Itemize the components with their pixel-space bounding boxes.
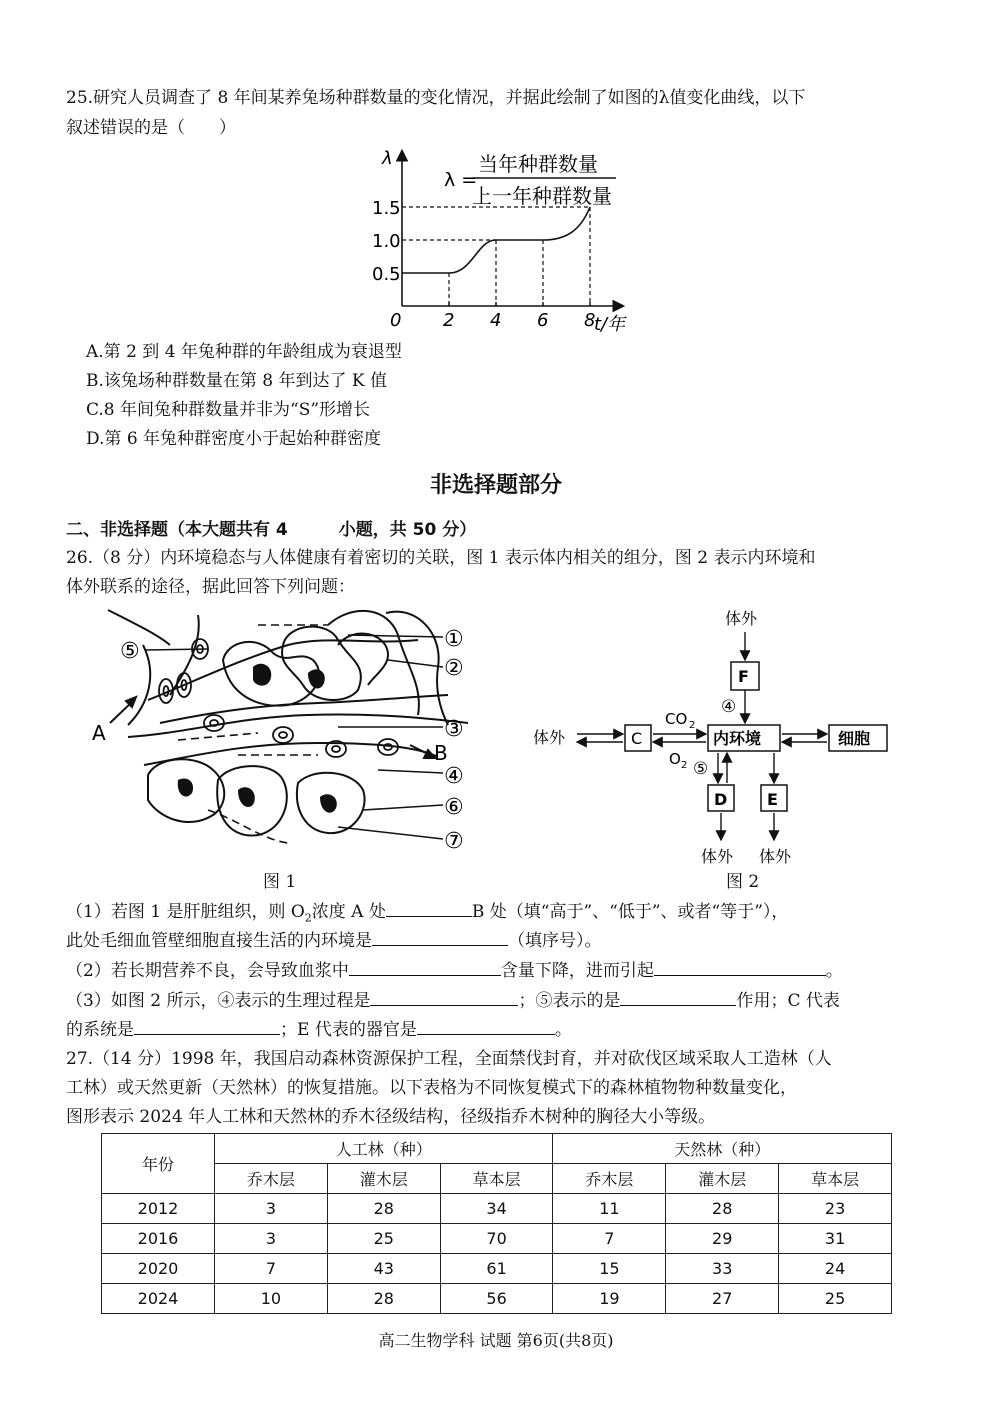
table-group-natural: 天然林（种） (553, 1134, 892, 1164)
fig2-mark-5: ⑤ (693, 759, 709, 779)
table-cell: 3 (215, 1194, 328, 1224)
q26-sub3-line2-c: 。 (554, 1020, 572, 1040)
q25-option-d: D.第 6 年兔种群密度小于起始种群密度 (86, 429, 382, 449)
q26-sub1-b: 浓度 A 处 (311, 902, 386, 922)
formula-denominator: 上一年种群数量 (472, 184, 612, 208)
forest-species-table (101, 1133, 892, 1314)
fig2-box-cell-label: 细胞 (838, 729, 871, 748)
q25-stem-line1: 25.研究人员调查了 8 年间某养兔场种群数量的变化情况，并据此绘制了如图的λ值变化曲线，以下 (66, 88, 806, 108)
fig2-box-f-label: F (738, 667, 749, 686)
answer-blank-3[interactable] (349, 957, 501, 976)
q27-stem-line3: 图形表示 2024 年人工林和天然林的乔木径级结构，径级指乔木树种的胸径大小等级。 (66, 1107, 716, 1127)
table-cell: 29 (666, 1224, 779, 1254)
q26-stem-line1: 26.（8 分）内环境稳态与人体健康有着密切的关联，图 1 表示体内相关的组分，图 2 表示内环境和 (66, 548, 816, 568)
q26-sub1-subscript: 2 (304, 911, 312, 925)
figure-2-flow (525, 600, 905, 870)
q26-sub2-a: （2）若长期营养不良，会导致血浆中 (66, 961, 349, 981)
table-cell: 27 (666, 1284, 779, 1314)
q26-sub3-line2-b: ；E 代表的器官是 (280, 1020, 417, 1040)
lambda-chart (360, 140, 640, 340)
fig2-o2-sub: 2 (681, 760, 688, 771)
table-cell-year: 2024 (102, 1284, 215, 1314)
table-cell: 10 (215, 1284, 328, 1314)
answer-blank-6[interactable] (620, 987, 736, 1006)
table-subheader: 灌木层 (327, 1164, 440, 1194)
table-cell-year: 2020 (102, 1254, 215, 1284)
figure-1-tissue (88, 605, 488, 865)
q26-sub2-b: 含量下降，进而引起 (500, 961, 654, 981)
section-title: 非选择题部分 (429, 473, 562, 498)
answer-blank-7[interactable] (134, 1016, 280, 1035)
table-cell: 24 (779, 1254, 892, 1284)
q26-sub3-b: ；⑤表示的是 (518, 991, 621, 1011)
x-tick-label: 2 (443, 310, 455, 331)
fig2-co2: CO (665, 710, 688, 728)
q26-sub1-line2-b: （填序号）。 (508, 931, 602, 951)
q26-sub1-line2-a: 此处毛细血管壁细胞直接生活的内环境是 (66, 931, 372, 951)
table-cell: 3 (215, 1224, 328, 1254)
fig2-top-outside: 体外 (725, 609, 758, 628)
page-footer: 高二生物学科 试题 第6页(共8页) (378, 1331, 614, 1350)
table-cell-year: 2016 (102, 1224, 215, 1254)
fig1-num-4: ④ (444, 764, 464, 789)
fig1-num-1: ① (444, 627, 464, 652)
q26-sub3-line1 (66, 987, 840, 1015)
table-cell: 28 (327, 1194, 440, 1224)
table-row (102, 1224, 892, 1254)
q25-option-a: A.第 2 到 4 年兔种群的年龄组成为衰退型 (86, 342, 402, 362)
table-subheader: 草本层 (779, 1164, 892, 1194)
table-cell: 43 (327, 1254, 440, 1284)
q25-option-c: C.8 年间兔种群数量并非为“S”形增长 (86, 400, 371, 420)
fig1-num-6: ⑥ (444, 795, 464, 820)
x-tick-label: 4 (490, 310, 502, 331)
fig1-label-a: A (92, 721, 106, 745)
formula-numerator: 当年种群数量 (478, 152, 598, 176)
q26-stem-line2: 体外联系的途径，据此回答下列问题： (66, 577, 355, 597)
y-tick-label: 1.5 (372, 198, 401, 219)
q26-sub1-c: B 处（填“高于”、“低于”、或者“等于”）， (471, 902, 789, 922)
q26-sub3-c: 作用；C 代表 (736, 991, 840, 1011)
table-row (102, 1194, 892, 1224)
table-cell: 31 (779, 1224, 892, 1254)
table-cell: 23 (779, 1194, 892, 1224)
fig2-o2: O (669, 750, 681, 768)
fig2-caption: 图 2 (726, 872, 760, 892)
table-row (102, 1284, 892, 1314)
y-axis-label: λ (382, 148, 393, 169)
q26-sub2 (66, 957, 843, 985)
fig1-caption: 图 1 (263, 872, 297, 892)
fig1-num-2: ② (444, 656, 464, 681)
table-cell: 25 (779, 1284, 892, 1314)
fig2-box-e-label: E (767, 790, 778, 809)
table-cell: 7 (215, 1254, 328, 1284)
fig2-co2-sub: 2 (689, 720, 696, 731)
fig1-num-7: ⑦ (444, 829, 464, 854)
fig2-box-center-label: 内环境 (713, 729, 762, 748)
table-subheader: 乔木层 (215, 1164, 328, 1194)
table-subheader: 草本层 (440, 1164, 553, 1194)
answer-blank-5[interactable] (370, 987, 518, 1006)
section-heading: 二、非选择题（本大题共有 4 小题，共 50 分） (66, 520, 477, 540)
q25-option-b: B.该兔场种群数量在第 8 年到达了 K 值 (86, 371, 388, 391)
fig2-box-d-label: D (714, 790, 728, 809)
table-year-header: 年份 (102, 1134, 215, 1194)
table-cell: 28 (327, 1284, 440, 1314)
table-cell-year: 2012 (102, 1194, 215, 1224)
table-cell: 61 (440, 1254, 553, 1284)
fig2-left-outside: 体外 (533, 728, 566, 747)
y-tick-label: 1.0 (372, 231, 401, 252)
q27-stem-line1: 27.（14 分）1998 年，我国启动森林资源保护工程，全面禁伐封育，并对砍伐区域采取人工造林（人 (66, 1049, 832, 1069)
table-row (102, 1254, 892, 1284)
q26-sub1-a: （1）若图 1 是肝脏组织，则 O (66, 902, 305, 922)
answer-blank-4[interactable] (654, 957, 826, 976)
table-cell: 11 (553, 1194, 666, 1224)
q25-stem-line2: 叙述错误的是（ ） (66, 118, 236, 138)
x-axis-label: t/年 (594, 314, 626, 335)
table-cell: 19 (553, 1284, 666, 1314)
q26-sub1-line2 (66, 927, 602, 955)
fig2-mark-4: ④ (721, 697, 737, 717)
answer-blank-2[interactable] (372, 927, 508, 946)
table-cell: 7 (553, 1224, 666, 1254)
table-subheader: 乔木层 (553, 1164, 666, 1194)
y-tick-label: 0.5 (372, 264, 401, 285)
table-cell: 70 (440, 1224, 553, 1254)
answer-blank-1[interactable] (386, 898, 472, 917)
table-cell: 28 (666, 1194, 779, 1224)
q26-sub2-c: 。 (825, 961, 843, 981)
fig2-box-c-label: C (631, 729, 643, 748)
table-group-artificial: 人工林（种） (215, 1134, 553, 1164)
table-cell: 15 (553, 1254, 666, 1284)
fig1-label-b: B (434, 741, 448, 765)
q27-stem-line2: 工林）或天然更新（天然林）的恢复措施。以下表格为不同恢复模式下的森林植物物种数量变化， (66, 1078, 797, 1098)
fig2-bottom-outside-e: 体外 (759, 847, 792, 866)
origin-label: 0 (390, 310, 402, 331)
q26-sub3-a: （3）如图 2 所示，④表示的生理过程是 (66, 991, 371, 1011)
table-cell: 34 (440, 1194, 553, 1224)
q26-sub3-line2 (66, 1016, 572, 1044)
x-tick-label: 8 (584, 310, 596, 331)
table-cell: 25 (327, 1224, 440, 1254)
table-subheader: 灌木层 (666, 1164, 779, 1194)
q26-sub3-line2-a: 的系统是 (66, 1020, 134, 1040)
formula-lhs: λ = (444, 169, 478, 191)
table-cell: 33 (666, 1254, 779, 1284)
x-tick-label: 6 (537, 310, 549, 331)
fig1-num-5: ⑤ (120, 639, 140, 664)
fig2-bottom-outside-d: 体外 (701, 847, 734, 866)
fig1-num-3: ③ (444, 717, 464, 742)
answer-blank-8[interactable] (417, 1016, 555, 1035)
table-cell: 56 (440, 1284, 553, 1314)
